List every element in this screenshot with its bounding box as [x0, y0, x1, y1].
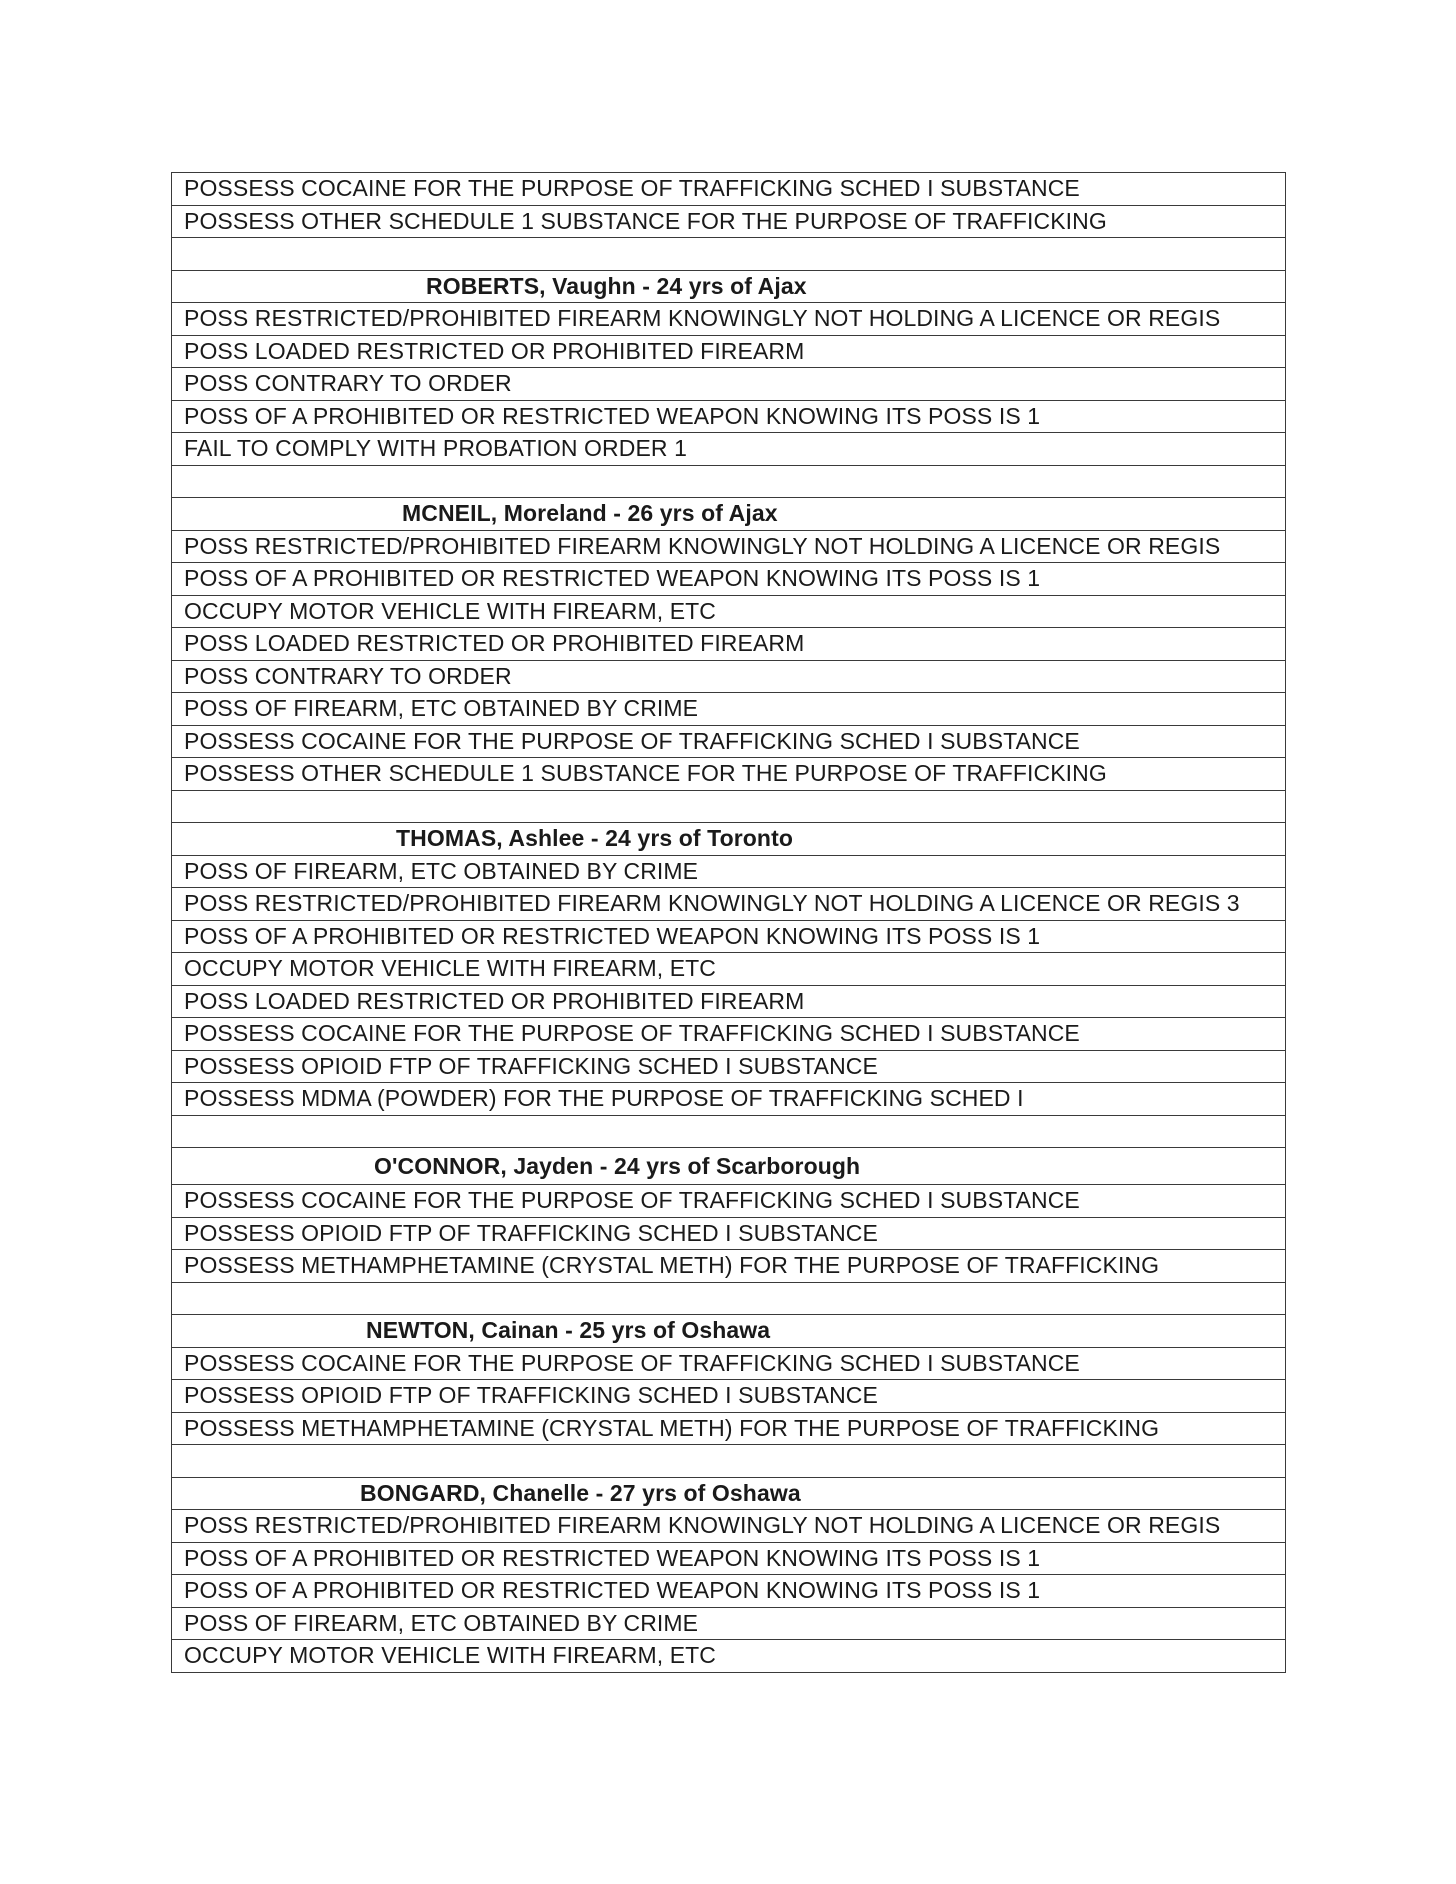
- charge-text: POSS OF FIREARM, ETC OBTAINED BY CRIME: [172, 1607, 1286, 1640]
- person-name: THOMAS, Ashlee - 24 yrs of Toronto: [396, 825, 793, 852]
- charge-text: POSSESS COCAINE FOR THE PURPOSE OF TRAFFICKING SCHED I SUBSTANCE: [172, 1347, 1286, 1380]
- charge-text: POSSESS COCAINE FOR THE PURPOSE OF TRAFFICKING SCHED I SUBSTANCE: [172, 1185, 1286, 1218]
- charge-row: [172, 725, 1286, 758]
- charge-text: POSSESS COCAINE FOR THE PURPOSE OF TRAFFICKING SCHED I SUBSTANCE: [172, 725, 1286, 758]
- charge-row: [172, 368, 1286, 401]
- person-header-cell: [172, 1477, 1286, 1510]
- charge-text: POSSESS METHAMPHETAMINE (CRYSTAL METH) FOR THE PURPOSE OF TRAFFICKING: [172, 1412, 1286, 1445]
- person-header-cell: [172, 1315, 1286, 1348]
- charge-text: POSSESS METHAMPHETAMINE (CRYSTAL METH) FOR THE PURPOSE OF TRAFFICKING: [172, 1250, 1286, 1283]
- charge-row: [172, 400, 1286, 433]
- charge-text: OCCUPY MOTOR VEHICLE WITH FIREARM, ETC: [172, 953, 1286, 986]
- blank-cell: [172, 465, 1286, 498]
- person-header-cell: [172, 498, 1286, 531]
- person-header-cell: [172, 270, 1286, 303]
- charge-text: POSSESS OPIOID FTP OF TRAFFICKING SCHED I SUBSTANCE: [172, 1050, 1286, 1083]
- charge-text: POSS OF A PROHIBITED OR RESTRICTED WEAPON KNOWING ITS POSS IS 1: [172, 1542, 1286, 1575]
- charge-row: [172, 205, 1286, 238]
- person-header-row: [172, 498, 1286, 531]
- charge-text: POSS OF A PROHIBITED OR RESTRICTED WEAPON KNOWING ITS POSS IS 1: [172, 920, 1286, 953]
- charge-text: POSS RESTRICTED/PROHIBITED FIREARM KNOWINGLY NOT HOLDING A LICENCE OR REGIS: [172, 1510, 1286, 1543]
- charge-row: [172, 660, 1286, 693]
- charges-table: [171, 172, 1286, 1673]
- person-header-row: [172, 1148, 1286, 1185]
- charge-text: OCCUPY MOTOR VEHICLE WITH FIREARM, ETC: [172, 595, 1286, 628]
- charge-text: POSS OF A PROHIBITED OR RESTRICTED WEAPON KNOWING ITS POSS IS 1: [172, 400, 1286, 433]
- blank-row: [172, 1282, 1286, 1315]
- person-header-cell: [172, 1148, 1286, 1185]
- charge-text: POSS CONTRARY TO ORDER: [172, 660, 1286, 693]
- charge-text: POSSESS OTHER SCHEDULE 1 SUBSTANCE FOR THE PURPOSE OF TRAFFICKING: [172, 205, 1286, 238]
- person-name: O'CONNOR, Jayden - 24 yrs of Scarborough: [374, 1152, 861, 1179]
- blank-cell: [172, 1282, 1286, 1315]
- charge-row: [172, 595, 1286, 628]
- charge-row: [172, 433, 1286, 466]
- blank-row: [172, 790, 1286, 823]
- charge-text: POSS CONTRARY TO ORDER: [172, 368, 1286, 401]
- blank-cell: [172, 1115, 1286, 1148]
- person-name: BONGARD, Chanelle - 27 yrs of Oshawa: [360, 1479, 801, 1506]
- charge-text: POSS OF A PROHIBITED OR RESTRICTED WEAPON KNOWING ITS POSS IS 1: [172, 563, 1286, 596]
- person-name: ROBERTS, Vaughn - 24 yrs of Ajax: [426, 272, 807, 299]
- blank-cell: [172, 238, 1286, 271]
- person-header-row: [172, 1477, 1286, 1510]
- charge-row: [172, 953, 1286, 986]
- charge-text: POSSESS OPIOID FTP OF TRAFFICKING SCHED I SUBSTANCE: [172, 1217, 1286, 1250]
- person-header-row: [172, 1315, 1286, 1348]
- charges-table-body: [172, 173, 1286, 1673]
- charge-row: [172, 1575, 1286, 1608]
- charge-row: [172, 563, 1286, 596]
- charge-row: [172, 1542, 1286, 1575]
- blank-row: [172, 1445, 1286, 1478]
- charge-row: [172, 303, 1286, 336]
- charge-text: POSSESS MDMA (POWDER) FOR THE PURPOSE OF TRAFFICKING SCHED I: [172, 1083, 1286, 1116]
- charge-text: POSS RESTRICTED/PROHIBITED FIREARM KNOWINGLY NOT HOLDING A LICENCE OR REGIS: [172, 303, 1286, 336]
- blank-row: [172, 238, 1286, 271]
- charge-text: POSSESS COCAINE FOR THE PURPOSE OF TRAFFICKING SCHED I SUBSTANCE: [172, 173, 1286, 206]
- charge-row: [172, 758, 1286, 791]
- person-header-row: [172, 270, 1286, 303]
- charge-text: POSSESS OPIOID FTP OF TRAFFICKING SCHED I SUBSTANCE: [172, 1380, 1286, 1413]
- charge-text: POSSESS COCAINE FOR THE PURPOSE OF TRAFFICKING SCHED I SUBSTANCE: [172, 1018, 1286, 1051]
- charge-row: [172, 628, 1286, 661]
- charge-row: [172, 1083, 1286, 1116]
- charge-text: POSS LOADED RESTRICTED OR PROHIBITED FIREARM: [172, 628, 1286, 661]
- charge-row: [172, 1347, 1286, 1380]
- charge-text: POSS LOADED RESTRICTED OR PROHIBITED FIREARM: [172, 335, 1286, 368]
- charge-row: [172, 1050, 1286, 1083]
- charge-row: [172, 1250, 1286, 1283]
- charge-row: [172, 1018, 1286, 1051]
- charge-text: POSS OF A PROHIBITED OR RESTRICTED WEAPON KNOWING ITS POSS IS 1: [172, 1575, 1286, 1608]
- charge-row: [172, 693, 1286, 726]
- charge-row: [172, 335, 1286, 368]
- person-name: MCNEIL, Moreland - 26 yrs of Ajax: [402, 500, 778, 527]
- charge-row: [172, 1217, 1286, 1250]
- charge-row: [172, 1380, 1286, 1413]
- charge-text: POSS OF FIREARM, ETC OBTAINED BY CRIME: [172, 855, 1286, 888]
- charge-text: POSS RESTRICTED/PROHIBITED FIREARM KNOWINGLY NOT HOLDING A LICENCE OR REGIS: [172, 530, 1286, 563]
- charge-row: [172, 1510, 1286, 1543]
- charge-row: [172, 1412, 1286, 1445]
- charge-text: FAIL TO COMPLY WITH PROBATION ORDER 1: [172, 433, 1286, 466]
- blank-row: [172, 1115, 1286, 1148]
- charge-row: [172, 173, 1286, 206]
- charge-text: OCCUPY MOTOR VEHICLE WITH FIREARM, ETC: [172, 1640, 1286, 1673]
- charge-row: [172, 1640, 1286, 1673]
- charge-row: [172, 1607, 1286, 1640]
- person-header-row: [172, 823, 1286, 856]
- charge-row: [172, 530, 1286, 563]
- person-header-cell: [172, 823, 1286, 856]
- blank-cell: [172, 1445, 1286, 1478]
- charge-row: [172, 888, 1286, 921]
- charge-row: [172, 1185, 1286, 1218]
- charge-text: POSS RESTRICTED/PROHIBITED FIREARM KNOWINGLY NOT HOLDING A LICENCE OR REGIS 3: [172, 888, 1286, 921]
- charge-text: POSS OF FIREARM, ETC OBTAINED BY CRIME: [172, 693, 1286, 726]
- blank-row: [172, 465, 1286, 498]
- person-name: NEWTON, Cainan - 25 yrs of Oshawa: [366, 1317, 771, 1344]
- blank-cell: [172, 790, 1286, 823]
- charge-text: POSSESS OTHER SCHEDULE 1 SUBSTANCE FOR THE PURPOSE OF TRAFFICKING: [172, 758, 1286, 791]
- charge-row: [172, 985, 1286, 1018]
- charge-text: POSS LOADED RESTRICTED OR PROHIBITED FIREARM: [172, 985, 1286, 1018]
- charge-row: [172, 855, 1286, 888]
- charge-row: [172, 920, 1286, 953]
